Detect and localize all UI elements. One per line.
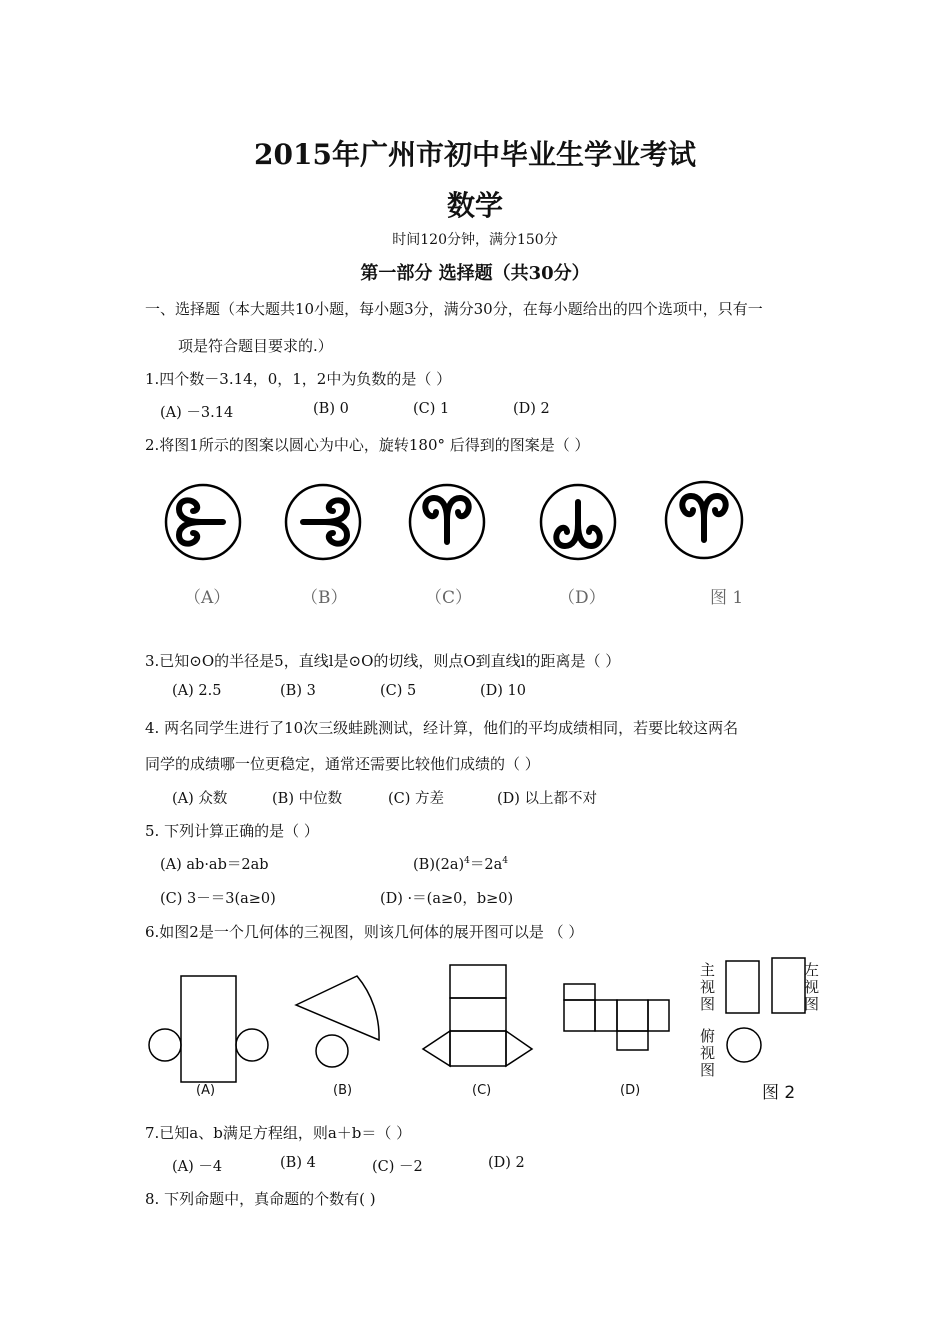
q8-stem: 8. 下列命题中，真命题的个数有( ) [145,1190,376,1208]
q3-option-c: (C) 5 [380,683,417,699]
q7-option-c: (C) －2 [372,1159,423,1175]
q6-caption-b: (B) [333,1083,353,1098]
q1-option-d: (D) 2 [513,401,550,417]
q6-caption-d: (D) [620,1083,641,1098]
q3-option-b: (B) 3 [280,683,316,699]
q6-three-views [726,958,805,1062]
q5-option-b-exp1: 4 [464,856,470,867]
q6-net-b [296,976,379,1067]
q6-net-a [149,976,268,1082]
q6-net-c [423,965,532,1066]
q2-caption-a: （A） [184,588,231,608]
q4-option-d: (D) 以上都不对 [497,791,598,807]
q6-caption-c: (C) [472,1083,492,1098]
q4-option-b: (B) 中位数 [272,791,343,807]
q6-view-top-label: 俯视图 [700,1027,716,1079]
part-title: 第一部分 选择题（共30分） [360,263,590,284]
q3-option-a: (A) 2.5 [172,683,222,699]
q7-option-a: (A) －4 [172,1159,223,1175]
q6-caption-a: (A) [196,1083,216,1098]
q2-caption-c: （C） [425,588,473,608]
q4-stem-line2: 同学的成绩哪一位更稳定，通常还需要比较他们成绩的（ ） [145,755,540,773]
q5-option-b-mid: ＝2a [469,857,503,873]
q4-option-c: (C) 方差 [388,791,445,807]
q1-option-a: (A) －3.14 [160,405,234,421]
q7-option-d: (D) 2 [488,1155,525,1171]
time-note: 时间120分钟，满分150分 [392,232,558,248]
q1-option-b: (B) 0 [313,401,349,417]
q2-caption-b: （B） [301,588,348,608]
q1-option-c: (C) 1 [413,401,450,417]
q7-stem: 7.已知a、b满足方程组，则a＋b＝（ ） [145,1124,412,1142]
q4-stem-line1: 4. 两名同学生进行了10次三级蛙跳测试，经计算，他们的平均成绩相同，若要比较这两名 [145,719,739,737]
subject-title: 数学 [446,189,503,222]
q3-option-d: (D) 10 [480,683,526,699]
section-intro-line1: 一、选择题（本大题共10小题，每小题3分，满分30分，在每小题给出的四个选项中，只有一 [145,300,763,318]
q5-option-c: (C) 3－＝3(a≥0) [160,891,276,907]
q7-option-b: (B) 4 [280,1155,316,1171]
q6-figure2-label: 图 2 [762,1083,796,1103]
q1-stem: 1.四个数－3.14，0，1，2中为负数的是（ ） [145,370,452,388]
section-intro-line2: 项是符合题目要求的.） [178,337,333,355]
exam-title: 2015年广州市初中毕业生学业考试 [254,138,696,171]
q6-view-left-label: 左视图 [804,961,820,1013]
q4-option-a: (A) 众数 [172,791,228,807]
q5-option-b-exp2: 4 [502,856,508,867]
q6-net-d [564,984,669,1050]
q5-option-b-base: (B)(2a) [413,857,465,873]
q6-stem: 6.如图2是一个几何体的三视图，则该几何体的展开图可以是 （ ） [145,923,584,941]
q6-view-front-label: 主视图 [700,961,716,1013]
q5-option-a: (A) ab·ab＝2ab [160,857,269,873]
q2-stem: 2.将图1所示的图案以圆心为中心，旋转180° 后得到的图案是（ ） [145,436,590,454]
q2-caption-d: （D） [558,588,606,608]
q5-option-d: (D) ·＝(a≥0，b≥0) [380,891,514,907]
q2-caption-figure1: 图 1 [710,588,744,608]
q3-stem: 3.已知⊙O的半径是5，直线l是⊙O的切线，则点O到直线l的距离是（ ） [145,652,621,670]
q5-stem: 5. 下列计算正确的是（ ） [145,822,319,840]
